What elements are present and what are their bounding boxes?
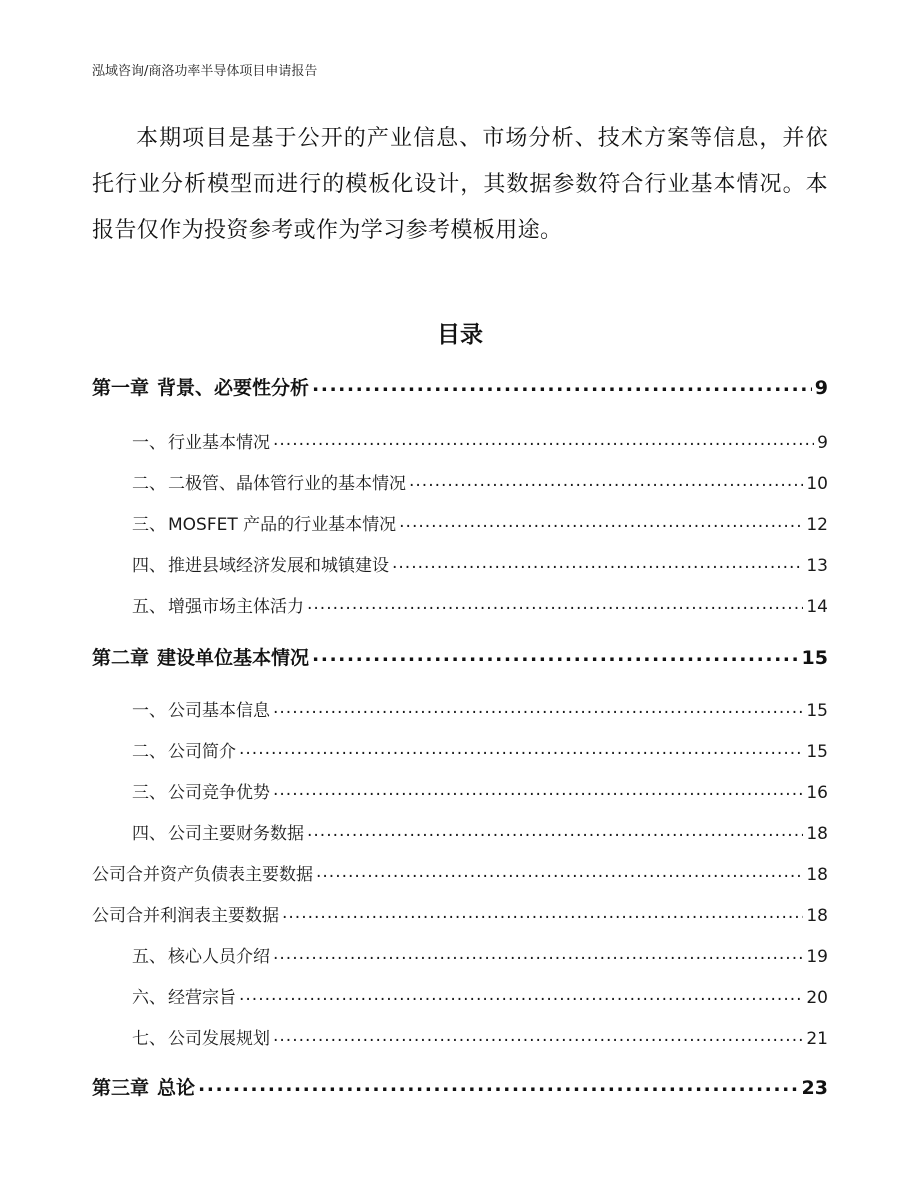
toc-leader (273, 945, 803, 962)
toc-leader (307, 822, 803, 839)
toc-chapter-label: 背景、必要性分析 (157, 377, 310, 399)
toc-page-number: 10 (806, 474, 828, 494)
toc-section[interactable] (92, 469, 828, 494)
toc-section[interactable] (92, 1024, 828, 1049)
toc-section-number: 五、 (132, 947, 166, 967)
toc-page-number: 19 (806, 947, 828, 967)
toc-chapter-number: 第一章 (92, 377, 150, 399)
toc-chapter[interactable] (92, 373, 828, 400)
toc-section-number: 三、 (132, 515, 166, 535)
toc-page-number: 15 (806, 742, 828, 762)
toc-chapter-number: 第三章 (92, 1077, 150, 1099)
toc-chapter-number: 第二章 (92, 647, 150, 669)
toc-subsection[interactable] (92, 860, 828, 885)
toc-page-number: 21 (806, 1029, 828, 1049)
toc-section-label: 增强市场主体活力 (168, 597, 304, 617)
toc-page-number: 12 (806, 515, 828, 535)
toc-section[interactable] (92, 428, 828, 453)
toc-section-number: 一、 (132, 433, 166, 453)
toc-subsection[interactable] (92, 901, 828, 926)
toc-section[interactable] (92, 737, 828, 762)
toc-section-label: 核心人员介绍 (168, 947, 270, 967)
toc-chapter-label: 建设单位基本情况 (157, 647, 310, 669)
toc-section[interactable] (92, 942, 828, 967)
toc-page-number: 18 (806, 824, 828, 844)
toc-leader (273, 781, 803, 798)
toc-leader (399, 513, 803, 530)
toc-section-number: 二、 (132, 742, 166, 762)
toc-page-number: 15 (801, 647, 828, 669)
toc-section-label: 公司合并利润表主要数据 (92, 906, 279, 926)
toc-page-number: 9 (814, 377, 828, 399)
toc-leader (312, 645, 799, 664)
toc-page-number: 16 (806, 783, 828, 803)
toc-leader (392, 554, 803, 571)
toc-section-label: MOSFET 产品的行业基本情况 (168, 515, 397, 535)
document-header: 泓域咨询/商洛功率半导体项目申请报告 (92, 64, 318, 79)
toc-section-label: 公司基本信息 (168, 701, 270, 721)
toc-section[interactable] (92, 592, 828, 617)
toc-leader (312, 375, 812, 394)
toc-page-number: 20 (806, 988, 828, 1008)
toc-page-number: 18 (806, 865, 828, 885)
toc-section-label: 公司合并资产负债表主要数据 (92, 865, 313, 885)
toc-section-label: 公司主要财务数据 (168, 824, 304, 844)
toc-chapter-label: 总论 (157, 1077, 196, 1099)
toc-leader (239, 986, 803, 1003)
toc-section-number: 五、 (132, 597, 166, 617)
toc-section-label: 经营宗旨 (168, 988, 236, 1008)
toc-section[interactable] (92, 696, 828, 721)
toc-section-number: 四、 (132, 556, 166, 576)
toc-section-label: 公司简介 (168, 742, 236, 762)
toc-leader (239, 740, 803, 757)
toc-section-number: 七、 (132, 1029, 166, 1049)
toc-leader (316, 863, 803, 880)
toc-section[interactable] (92, 778, 828, 803)
toc-section-label: 二极管、晶体管行业的基本情况 (168, 474, 406, 494)
toc-leader (273, 1027, 803, 1044)
toc-section-number: 三、 (132, 783, 166, 803)
toc-chapter[interactable] (92, 643, 828, 670)
toc-section-label: 公司竞争优势 (168, 783, 270, 803)
toc-leader (409, 472, 803, 489)
toc-leader (198, 1075, 799, 1094)
toc-section[interactable] (92, 819, 828, 844)
toc-page-number: 15 (806, 701, 828, 721)
toc-section[interactable] (92, 510, 828, 535)
toc-section-number: 二、 (132, 474, 166, 494)
toc-page-number: 9 (817, 433, 828, 453)
toc-section-label: 行业基本情况 (168, 433, 270, 453)
toc-section-label: 公司发展规划 (168, 1029, 270, 1049)
toc-section[interactable] (92, 551, 828, 576)
toc-section[interactable] (92, 983, 828, 1008)
toc-page-number: 14 (806, 597, 828, 617)
toc-section-label: 推进县域经济发展和城镇建设 (168, 556, 389, 576)
toc-leader (282, 904, 803, 921)
toc-title: 目录 (437, 322, 483, 348)
toc-section-number: 四、 (132, 824, 166, 844)
intro-paragraph: 本期项目是基于公开的产业信息、市场分析、技术方案等信息，并依托行业分析模型而进行的模板化设计，其数据参数符合行业基本情况。本报告仅作为投资参考或作为学习参考模板用途。 (92, 126, 828, 243)
toc-leader (273, 431, 814, 448)
toc-page-number: 13 (806, 556, 828, 576)
toc-chapter[interactable] (92, 1073, 828, 1100)
toc-page-number: 23 (801, 1077, 828, 1099)
toc-section-number: 一、 (132, 701, 166, 721)
toc-section-number: 六、 (132, 988, 166, 1008)
toc-leader (307, 595, 803, 612)
toc-leader (273, 699, 803, 716)
toc-page-number: 18 (806, 906, 828, 926)
